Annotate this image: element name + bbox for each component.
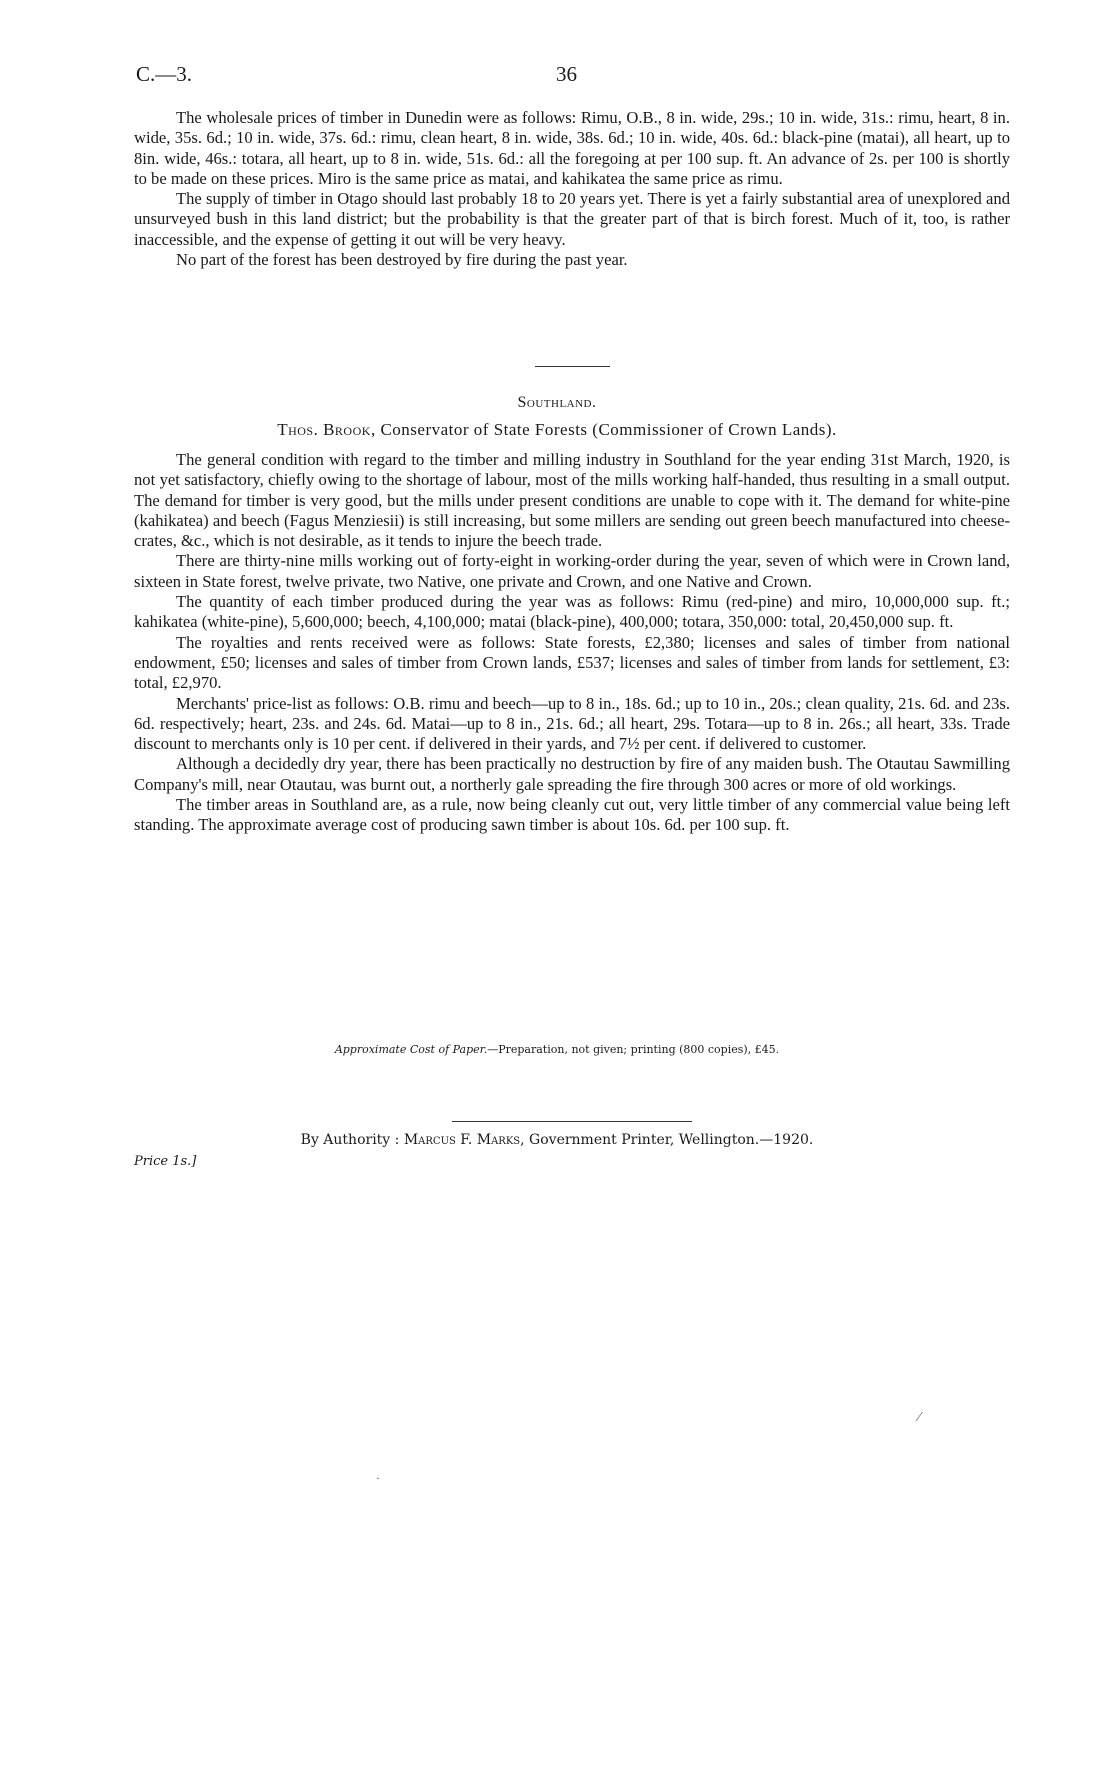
cost-label: Approximate Cost of Paper. — [334, 1043, 488, 1056]
document-code: C.—3. — [136, 62, 193, 86]
footer-divider — [452, 1121, 692, 1122]
page-number: 36 — [556, 62, 577, 86]
paragraph: The quantity of each timber produced during the year was as follows: Rimu (red-pine) and miro, 10,000,000 sup. ft.; kahikatea (white-pine), 5,600,000; beech, 4,100,000; matai (black-pine), 400,000; totara, 350,000: total, 20,450,000 sup. ft. — [134, 592, 1010, 632]
author-name: Thos. Brook — [277, 420, 371, 439]
paragraph: The timber areas in Southland are, as a rule, now being cleanly cut out, very little timber of any commercial value being left standing. The approximate average cost of producing sawn timber is about 10s. 6d. per 100 sup. ft. — [134, 795, 1010, 835]
cost-text: —Preparation, not given; printing (800 copies), £45. — [487, 1043, 780, 1056]
report-author — [0, 420, 1114, 440]
paragraph: The general condition with regard to the timber and milling industry in Southland for the year ending 31st March, 1920, is not yet satisfactory, chiefly owing to the shortage of labour, most of the mills working half-handed, thus resulting in a small output. The demand for timber is very good, but the mills under present conditions are unable to cope with it. The demand for white-pine (kahikatea) and beech (Fagus Menziesii) is still increasing, but some millers are sending out green beech manufactured into cheese-crates, &c., which is not desirable, as it tends to injure the beech trade. — [134, 450, 1010, 551]
scan-speck: ⁄ — [918, 1410, 921, 1425]
paragraph: Although a decidedly dry year, there has been practically no destruction by fire of any maiden bush. The Otautau Sawmilling Company's mill, near Otautau, was burnt out, a northerly gale spreading the fire through 300 acres or more of old workings. — [134, 754, 1010, 794]
paragraph: There are thirty-nine mills working out of forty-eight in working-order during the year, seven of which were in Crown land, sixteen in State forest, twelve private, two Native, one private and Crown, and one Native and Crown. — [134, 551, 1010, 591]
paragraph: The wholesale prices of timber in Dunedin were as follows: Rimu, O.B., 8 in. wide, 29s.; 10 in. wide, 31s.: rimu, heart, 8 in. wide, 35s. 6d.; 10 in. wide, 37s. 6d.: rimu, clean heart, 8 in. wide, 38s. 6d.; 10 in. wide, 40s. 6d.: black-pine (matai), all heart, up to 8in. wide, 46s.: totara, all heart, up to 8 in. wide, 51s. 6d.: all the foregoing at per 100 sup. ft. An advance of 2s. per 100 is shortly to be made on these prices. Miro is the same price as matai, and kahikatea the same price as rimu. — [134, 108, 1010, 188]
paragraph: No part of the forest has been destroyed by fire during the past year. — [176, 250, 628, 270]
authority-prefix: By Authority : — [300, 1132, 404, 1148]
southland-section — [134, 450, 1010, 836]
printer-name: Marcus F. Marks — [403, 1132, 521, 1148]
section-divider — [535, 366, 610, 367]
section-heading: Southland. — [517, 394, 597, 411]
author-title: , Conservator of State Forests (Commissioner of Crown Lands). — [370, 420, 837, 439]
otago-section — [134, 108, 1010, 270]
cost-of-paper-note — [0, 1043, 1114, 1056]
scan-speck: · — [376, 1471, 380, 1485]
paragraph: The royalties and rents received were as follows: State forests, £2,380; licenses and sales of timber from national endowment, £50; licenses and sales of timber from Crown lands, £537; licenses and sales of timber from lands for settlement, £3: total, £2,970. — [134, 632, 1010, 693]
paragraph: Merchants' price-list as follows: O.B. rimu and beech—up to 8 in., 18s. 6d.; up to 10 in., 20s.; clean quality, 21s. 6d. and 23s. 6d. respectively; heart, 23s. and 24s. 6d. Matai—up to 8 in., 21s. 6d.; all heart, 29s. Totara—up to 8 in. 26s.; all heart, 33s. Trade discount to merchants only is 10 per cent. if delivered in their yards, and 7½ per cent. if delivered to customer. — [134, 693, 1010, 754]
authority-suffix: , Government Printer, Wellington.—1920. — [520, 1132, 814, 1148]
paragraph: The supply of timber in Otago should last probably 18 to 20 years yet. There is yet a fairly substantial area of unexplored and unsurveyed bush in this land district; but the probability is that the greater part of that is birch forest. Much of it, too, is rather inaccessible, and the expense of getting it out will be very heavy. — [134, 189, 1010, 249]
price: Price 1s.] — [134, 1154, 197, 1169]
printer-authority — [0, 1132, 1114, 1148]
